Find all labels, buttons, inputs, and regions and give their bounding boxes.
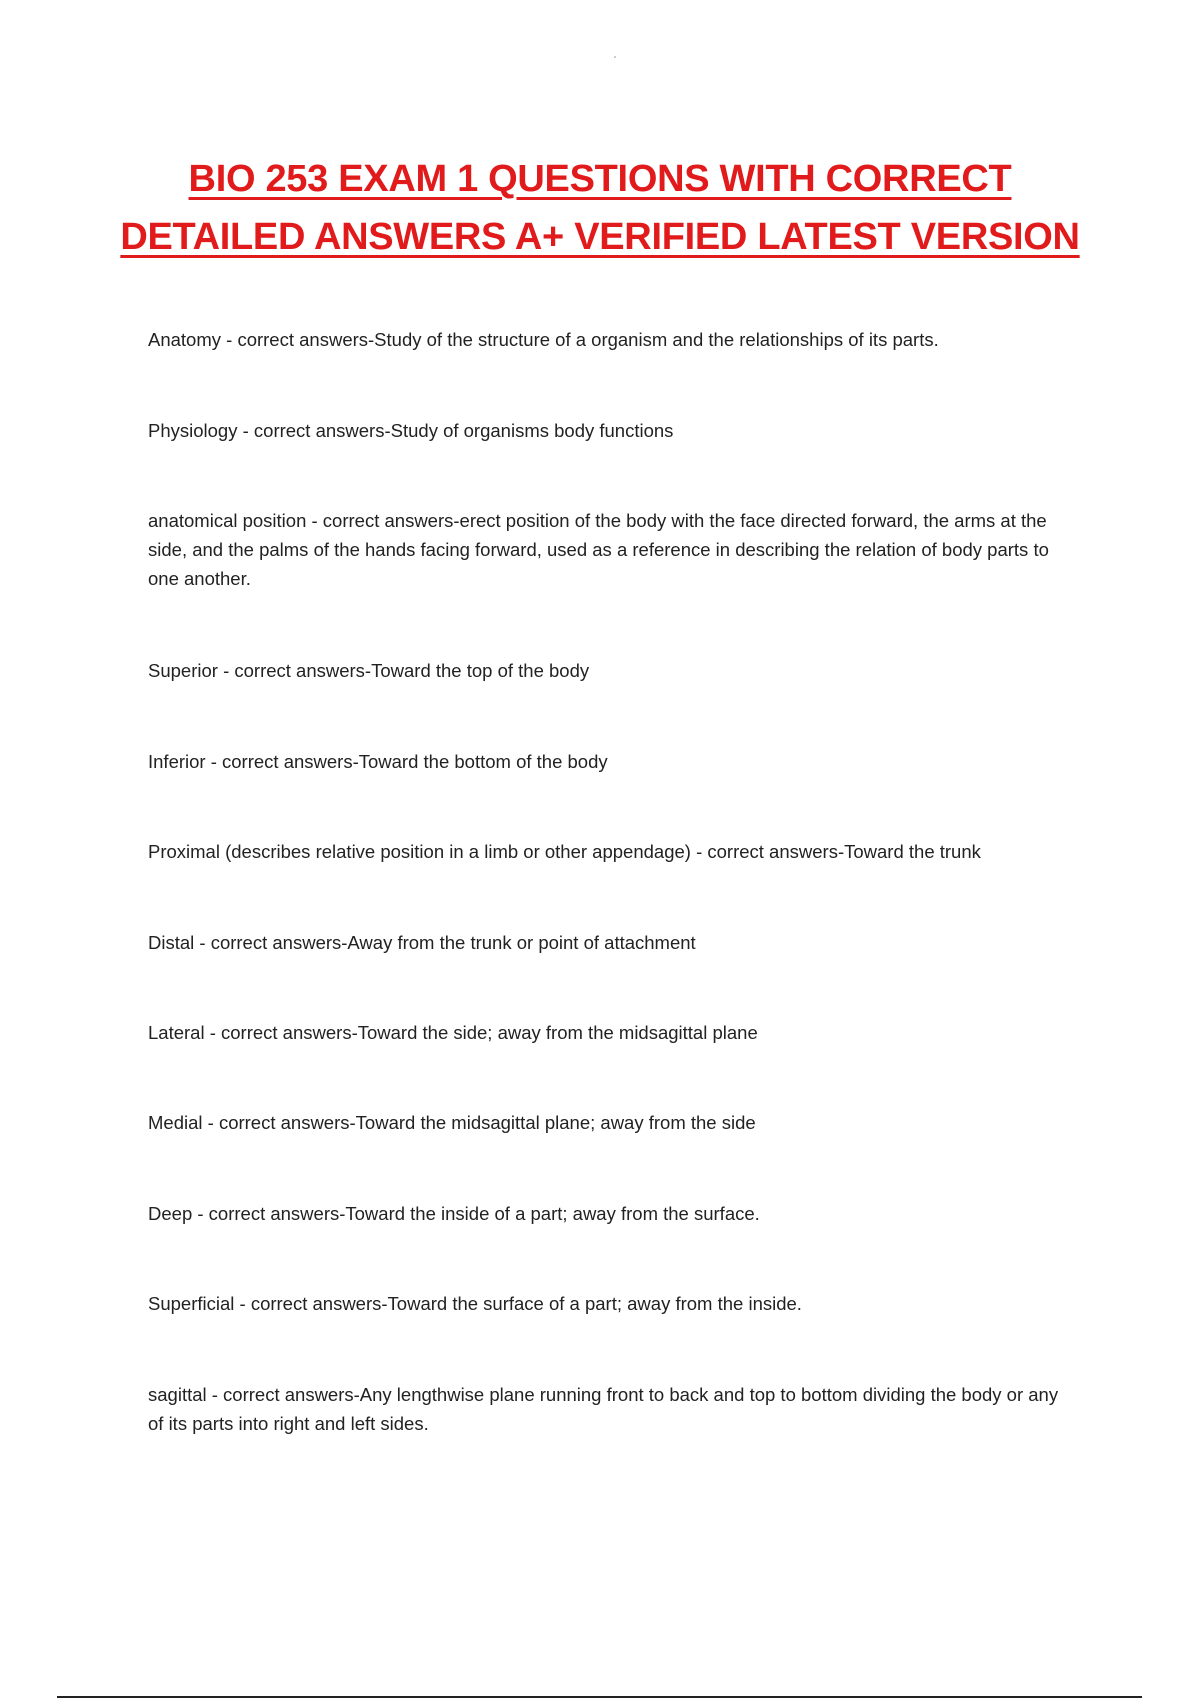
entry-lateral: Lateral - correct answers-Toward the side; away from the midsagittal plane [148, 1022, 758, 1043]
entry-medial: Medial - correct answers-Toward the midsagittal plane; away from the side [148, 1112, 756, 1133]
document-title [100, 150, 1100, 266]
scan-speck [614, 56, 616, 58]
bottom-rule [57, 1696, 1142, 1698]
entry-superficial: Superficial - correct answers-Toward the surface of a part; away from the inside. [148, 1293, 802, 1314]
entry-proximal: Proximal (describes relative position in a limb or other appendage) - correct answers-Toward the trunk [148, 841, 981, 862]
entry-superior: Superior - correct answers-Toward the top of the body [148, 660, 590, 681]
title-line-2: DETAILED ANSWERS A+ VERIFIED LATEST VERSION [120, 216, 1080, 258]
entry-distal: Distal - correct answers-Away from the trunk or point of attachment [148, 932, 696, 953]
title-line-1: BIO 253 EXAM 1 QUESTIONS WITH CORRECT [188, 158, 1012, 200]
entry-anatomy: Anatomy - correct answers-Study of the structure of a organism and the relationships of its parts. [148, 329, 939, 350]
entry-deep: Deep - correct answers-Toward the inside of a part; away from the surface. [148, 1203, 760, 1224]
entry-sagittal: sagittal - correct answers-Any lengthwise plane running front to back and top to bottom dividing the body or any of its parts into right and left sides. [148, 1384, 1059, 1434]
entry-physiology: Physiology - correct answers-Study of organisms body functions [148, 420, 674, 441]
entry-inferior: Inferior - correct answers-Toward the bottom of the body [148, 751, 608, 772]
entry-anatomical-position: anatomical position - correct answers-erect position of the body with the face directed forward, the arms at the side, and the palms of the hands facing forward, used as a reference in describing the relation of body parts to one another. [148, 510, 1049, 589]
